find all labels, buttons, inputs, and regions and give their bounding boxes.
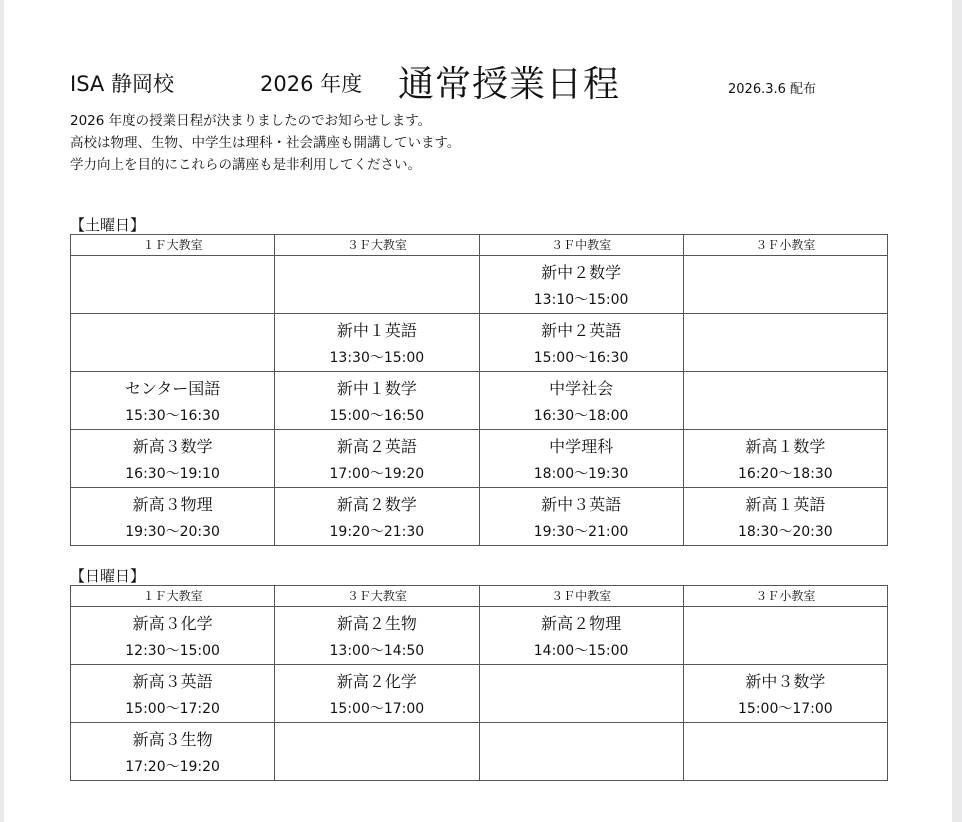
class-cell (683, 665, 887, 723)
table-row (71, 488, 888, 546)
room-header: ３Ｆ中教室 (479, 235, 683, 256)
room-header: １Ｆ大教室 (71, 586, 275, 607)
class-cell (71, 723, 275, 781)
class-cell (71, 430, 275, 488)
class-cell (71, 607, 275, 665)
sunday-label: 【日曜日】 (70, 567, 146, 585)
class-cell (71, 665, 275, 723)
class-cell (71, 372, 275, 430)
class-time: 18:00〜19:30 (533, 465, 629, 482)
class-name: 新中３数学 (745, 671, 826, 691)
empty-cell (683, 256, 887, 314)
class-time: 15:00〜17:00 (329, 700, 425, 717)
empty-cell (683, 372, 887, 430)
class-cell (683, 488, 887, 546)
class-name: 新高３物理 (132, 494, 213, 514)
room-header: ３Ｆ大教室 (275, 586, 479, 607)
class-cell (275, 488, 479, 546)
intro-line: 高校は物理、生物、中学生は理科・社会講座も開講しています。 (70, 135, 461, 151)
intro-line: 2026 年度の授業日程が決まりましたのでお知らせします。 (70, 113, 432, 129)
class-name: 新高３数学 (132, 436, 213, 456)
table-row (71, 607, 888, 665)
class-name: 新高２生物 (336, 613, 417, 633)
class-time: 15:00〜16:30 (533, 349, 629, 366)
class-cell (479, 314, 683, 372)
class-time: 16:30〜18:00 (533, 407, 629, 424)
intro-line: 学力向上を目的にこれらの講座も是非利用してください。 (70, 157, 421, 173)
class-name: センター国語 (124, 378, 221, 398)
class-time: 14:00〜15:00 (533, 642, 629, 659)
class-time: 15:00〜17:20 (125, 700, 220, 717)
table-row (71, 723, 888, 781)
room-header: ３Ｆ大教室 (275, 235, 479, 256)
class-name: 新高１英語 (745, 494, 826, 514)
empty-cell (683, 723, 887, 781)
school-name: ISA 静岡校 (70, 72, 174, 96)
room-header: ３Ｆ中教室 (479, 586, 683, 607)
class-time: 13:30〜15:00 (329, 349, 425, 366)
saturday-label: 【土曜日】 (70, 216, 146, 234)
class-time: 12:30〜15:00 (125, 642, 220, 659)
class-time: 16:30〜19:10 (125, 465, 220, 482)
class-name: 新高３生物 (132, 729, 213, 749)
class-name: 新中２英語 (541, 320, 622, 340)
class-name: 新高２数学 (336, 494, 417, 514)
empty-cell (683, 314, 887, 372)
room-header: １Ｆ大教室 (71, 235, 275, 256)
class-cell (479, 607, 683, 665)
class-name: 新中１数学 (336, 378, 417, 398)
class-cell (275, 665, 479, 723)
table-row (71, 430, 888, 488)
table-row (71, 372, 888, 430)
class-name: 中学理科 (549, 436, 614, 456)
class-cell (275, 314, 479, 372)
class-cell (71, 488, 275, 546)
class-name: 新高２英語 (336, 436, 417, 456)
class-time: 17:20〜19:20 (125, 758, 220, 775)
empty-cell (71, 314, 275, 372)
class-time: 13:10〜15:00 (533, 291, 629, 308)
empty-cell (71, 256, 275, 314)
empty-cell (275, 256, 479, 314)
class-cell (275, 372, 479, 430)
intro-text (70, 110, 460, 176)
class-cell (479, 430, 683, 488)
class-time: 15:30〜16:30 (125, 407, 220, 424)
empty-cell (275, 723, 479, 781)
empty-cell (479, 723, 683, 781)
page-title: 通常授業日程 (398, 64, 621, 105)
class-time: 15:00〜16:50 (329, 407, 425, 424)
class-time: 19:30〜20:30 (125, 523, 220, 540)
class-name: 中学社会 (549, 378, 614, 398)
empty-cell (479, 665, 683, 723)
class-time: 18:30〜20:30 (738, 523, 833, 540)
saturday-schedule-table (70, 234, 888, 546)
distribution-date: 2026.3.6 配布 (728, 82, 817, 97)
class-cell (683, 430, 887, 488)
class-name: 新高３英語 (132, 671, 213, 691)
class-cell (275, 430, 479, 488)
table-row (71, 256, 888, 314)
class-cell (479, 256, 683, 314)
class-cell (479, 488, 683, 546)
sunday-schedule-table (70, 585, 888, 781)
room-header-row (71, 235, 888, 256)
class-name: 新中１英語 (336, 320, 417, 340)
class-time: 15:00〜17:00 (738, 700, 833, 717)
class-time: 16:20〜18:30 (738, 465, 833, 482)
school-year: 2026 年度 (260, 72, 363, 96)
class-name: 新中３英語 (541, 494, 622, 514)
class-name: 新高２物理 (541, 613, 622, 633)
class-time: 19:20〜21:30 (329, 523, 425, 540)
title-row (70, 56, 870, 104)
class-time: 19:30〜21:00 (533, 523, 629, 540)
document-page (4, 0, 952, 822)
class-time: 17:00〜19:20 (329, 465, 425, 482)
class-cell (479, 372, 683, 430)
class-time: 13:00〜14:50 (329, 642, 425, 659)
room-header-row (71, 586, 888, 607)
class-name: 新高３化学 (132, 613, 213, 633)
room-header: ３Ｆ小教室 (683, 235, 887, 256)
empty-cell (683, 607, 887, 665)
class-name: 新高１数学 (745, 436, 826, 456)
class-name: 新高２化学 (336, 671, 417, 691)
class-cell (275, 607, 479, 665)
table-row (71, 314, 888, 372)
class-name: 新中２数学 (541, 262, 622, 282)
table-row (71, 665, 888, 723)
room-header: ３Ｆ小教室 (683, 586, 887, 607)
